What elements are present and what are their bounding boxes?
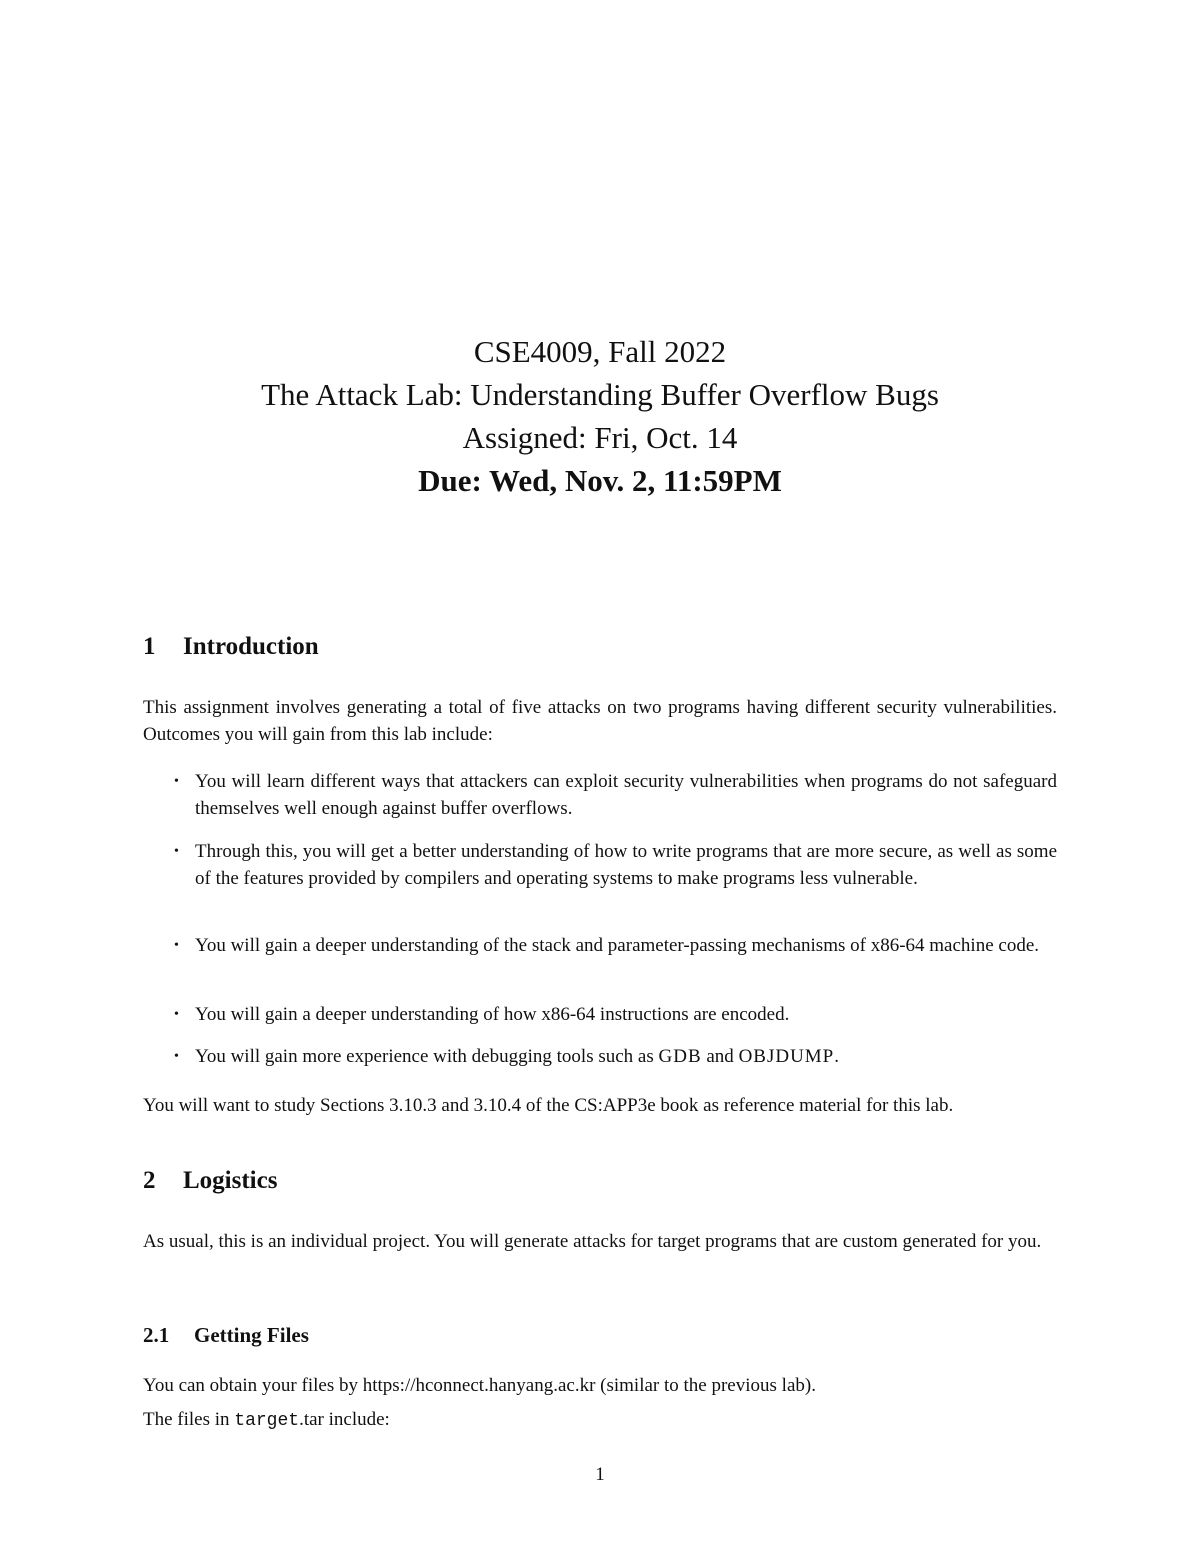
subsection-title: Getting Files <box>194 1323 309 1347</box>
list-item-text-suffix: . <box>834 1046 840 1067</box>
intro-paragraph: This assignment involves generating a total of five attacks on two programs having different security vulnerabilities. Outcomes you will gain from this lab include: <box>143 697 1057 745</box>
bullet-icon: • <box>174 844 179 859</box>
subsection-heading-getting-files <box>143 1322 309 1348</box>
assigned-date: Assigned: Fri, Oct. 14 <box>462 420 738 455</box>
list-item-text-prefix: You will gain more experience with debugging tools such as <box>195 1046 659 1067</box>
bullet-icon: • <box>174 774 179 789</box>
logistics-paragraph: As usual, this is an individual project. You will generate attacks for target programs that are custom generated for you. <box>143 1231 1042 1252</box>
bullet-icon: • <box>174 1049 179 1064</box>
list-item-text-and: and <box>701 1046 739 1067</box>
section-number: 1 <box>143 633 156 660</box>
list-item <box>172 838 1057 892</box>
line-prefix: The files in <box>143 1409 235 1430</box>
section-heading-introduction <box>143 632 319 662</box>
subsection-number: 2.1 <box>143 1323 170 1347</box>
section-title: Introduction <box>183 633 319 660</box>
due-date: Due: Wed, Nov. 2, 11:59PM <box>418 463 782 498</box>
tool-name-gdb: GDB <box>658 1046 702 1067</box>
section-heading-logistics <box>143 1166 277 1196</box>
closing-paragraph: You will want to study Sections 3.10.3 and 3.10.4 of the CS:APP3e book as reference material for this lab. <box>143 1095 954 1116</box>
list-item-text: You will gain a deeper understanding of the stack and parameter-passing mechanisms of x86-64 machine code. <box>195 935 1039 956</box>
title-block <box>0 330 1200 502</box>
list-item <box>172 1001 1057 1028</box>
section-title: Logistics <box>183 1167 278 1194</box>
code-target: target <box>234 1411 300 1431</box>
getting-files-line-1: You can obtain your files by https://hconnect.hanyang.ac.kr (similar to the previous lab). <box>143 1375 816 1396</box>
list-item-text: Through this, you will get a better understanding of how to write programs that are more secure, as well as some of the features provided by compilers and operating systems to make programs less vulnerable. <box>195 841 1057 889</box>
course-title: CSE4009, Fall 2022 <box>473 334 727 369</box>
lab-title: The Attack Lab: Understanding Buffer Overflow Bugs <box>261 377 939 412</box>
getting-files-line-2 <box>143 1406 1057 1435</box>
list-item <box>172 768 1057 822</box>
bullet-icon: • <box>174 1007 179 1022</box>
list-item <box>172 932 1057 959</box>
bullet-icon: • <box>174 938 179 953</box>
section-number: 2 <box>143 1167 156 1194</box>
tool-name-objdump: OBJDUMP <box>738 1046 835 1067</box>
list-item <box>172 1043 1057 1070</box>
line-suffix: .tar include: <box>299 1409 390 1430</box>
list-item-text: You will gain a deeper understanding of how x86-64 instructions are encoded. <box>195 1004 790 1025</box>
page-number: 1 <box>595 1464 605 1485</box>
list-item-text: You will learn different ways that attackers can exploit security vulnerabilities when programs do not safeguard themselves well enough against buffer overflows. <box>195 771 1057 819</box>
